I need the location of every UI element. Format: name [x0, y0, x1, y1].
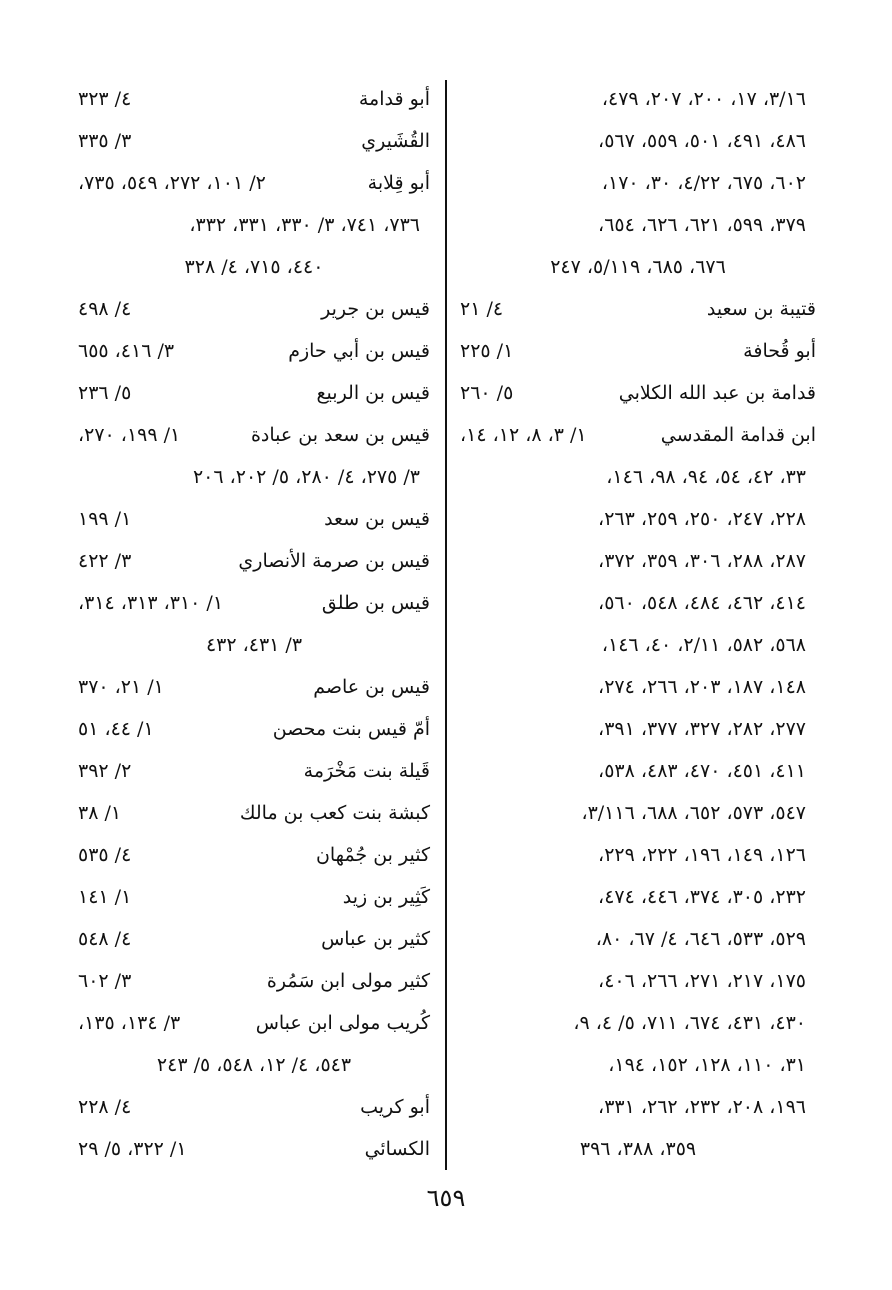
entry-references: ١/ ١٩٩، ٢٧٠،	[78, 424, 181, 446]
entry-references-continuation: ٢٣٢، ٣٠٥، ٣٧٤، ٤٤٦، ٤٧٤،	[598, 886, 806, 908]
entry-name: قيس بن عاصم	[313, 676, 430, 698]
entry-references: ٣/ ٤١٦، ٦٥٥	[78, 340, 175, 362]
entry-references: ٣/ ٣٣٥	[78, 130, 132, 152]
entry-name: القُشَيري	[361, 130, 430, 152]
index-entry	[78, 834, 430, 876]
entry-references-continuation: ٥٤٣، ٤/ ١٢، ٥٤٨، ٥/ ٢٤٣	[156, 1054, 352, 1076]
entry-references: ١/ ٣١٠، ٣١٣، ٣١٤،	[78, 592, 224, 614]
entry-references: ١/ ١٩٩	[78, 508, 132, 530]
entry-name: قدامة بن عبد الله الكلابي	[618, 382, 816, 404]
entry-references: ١/ ٣٢٢، ٥/ ٢٩	[78, 1138, 187, 1160]
entry-name: أبو كريب	[360, 1096, 430, 1118]
entry-references: ١/ ٤٤، ٥١	[78, 718, 154, 740]
entry-references: ٤/ ٥٤٨	[78, 928, 132, 950]
entry-references: ٥/ ٢٦٠	[460, 382, 514, 404]
entry-name: قيس بن أبي حازم	[288, 340, 430, 362]
entry-name: كثير بن عباس	[321, 928, 430, 950]
entry-references-continuation: ٥٢٩، ٥٣٣، ٦٤٦، ٤/ ٦٧، ٨٠،	[595, 928, 806, 950]
entry-name: قيس بن صرمة الأنصاري	[238, 550, 430, 572]
entry-name: قيس بن الربيع	[316, 382, 430, 404]
entry-references-continuation: ١٤٨، ١٨٧، ٢٠٣، ٢٦٦، ٢٧٤،	[598, 676, 806, 698]
entry-name: أبو قِلابة	[367, 172, 430, 194]
index-entry	[78, 1128, 430, 1170]
entry-references-continuation: ٦٠٢، ٦٧٥، ٤/٢٢، ٣٠، ١٧٠،	[601, 172, 806, 194]
index-entry	[78, 666, 430, 708]
entry-name: كثير مولى ابن سَمُرة	[266, 970, 430, 992]
entry-references-continuation: ١٢٦، ١٤٩، ١٩٦، ٢٢٢، ٢٢٩،	[598, 844, 806, 866]
entry-references-continuation: ٤٨٦، ٤٩١، ٥٠١، ٥٥٩، ٥٦٧،	[598, 130, 806, 152]
entry-references: ١/ ٢٢٥	[460, 340, 514, 362]
entry-references-continuation: ١٧٥، ٢١٧، ٢٧١، ٢٦٦، ٤٠٦،	[598, 970, 806, 992]
entry-references: ١/ ٢١، ٣٧٠	[78, 676, 164, 698]
entry-name: قيس بن سعد بن عبادة	[250, 424, 430, 446]
entry-references-continuation: ٧٣٦، ٧٤١، ٣/ ٣٣٠، ٣٣١، ٣٣٢،	[189, 214, 420, 236]
index-entry	[78, 540, 430, 582]
entry-references-continuation: ٣١، ١١٠، ١٢٨، ١٥٢، ١٩٤،	[608, 1054, 806, 1076]
index-entry	[78, 1002, 430, 1044]
index-entry	[78, 876, 430, 918]
entry-references: ٣/ ١٣٤، ١٣٥،	[78, 1012, 181, 1034]
entry-name: كُريب مولى ابن عباس	[255, 1012, 430, 1034]
entry-name: أبو قُحافة	[743, 340, 816, 362]
entry-references: ٢/ ٣٩٢	[78, 760, 132, 782]
index-column-right	[460, 78, 816, 1170]
entry-references-continuation: ٢٨٧، ٢٨٨، ٣٠٦، ٣٥٩، ٣٧٢،	[598, 550, 806, 572]
index-entry	[78, 498, 430, 540]
index-entry	[78, 750, 430, 792]
entry-references-continuation: ٣٧٩، ٥٩٩، ٦٢١، ٦٢٦، ٦٥٤،	[598, 214, 806, 236]
entry-references: ٤/ ٢٢٨	[78, 1096, 132, 1118]
entry-references-continuation: ٣٥٩، ٣٨٨، ٣٩٦	[579, 1138, 697, 1160]
entry-references-continuation: ٢٧٧، ٢٨٢، ٣٢٧، ٣٧٧، ٣٩١،	[598, 718, 806, 740]
entry-references: ٥/ ٢٣٦	[78, 382, 132, 404]
entry-references: ٢/ ١٠١، ٢٧٢، ٥٤٩، ٧٣٥،	[78, 172, 266, 194]
index-entry	[78, 918, 430, 960]
entry-references: ٤/ ٢١	[460, 298, 504, 320]
index-column-left	[78, 78, 430, 1170]
entry-references: ٤/ ٤٩٨	[78, 298, 132, 320]
entry-name: قيس بن جرير	[321, 298, 430, 320]
entry-name: الكسائي	[364, 1138, 430, 1160]
entry-references: ٤/ ٣٢٣	[78, 88, 132, 110]
entry-references-continuation: ٥٦٨، ٥٨٢، ٢/١١، ٤٠، ١٤٦،	[601, 634, 806, 656]
index-entry	[78, 414, 430, 456]
entry-name: قيس بن طلق	[321, 592, 430, 614]
entry-name: كبشة بنت كعب بن مالك	[239, 802, 430, 824]
entry-references: ١/ ١٤١	[78, 886, 132, 908]
index-entry	[78, 582, 430, 624]
entry-references: ١/ ٣٨	[78, 802, 122, 824]
index-entry	[78, 708, 430, 750]
entry-name: قيس بن سعد	[324, 508, 430, 530]
entry-name: قتيبة بن سعيد	[706, 298, 816, 320]
index-entry	[78, 78, 430, 120]
entry-references-continuation: ٢٢٨، ٢٤٧، ٢٥٠، ٢٥٩، ٢٦٣،	[598, 508, 806, 530]
index-entry	[78, 1086, 430, 1128]
entry-name: كَثِير بن زيد	[342, 886, 430, 908]
entry-references-continuation: ٣/ ٤٣١، ٤٣٢	[205, 634, 303, 656]
entry-name: أبو قدامة	[358, 88, 430, 110]
entry-references: ٣/ ٤٢٢	[78, 550, 132, 572]
index-entry	[460, 288, 816, 330]
index-entry	[460, 330, 816, 372]
entry-references: ٣/ ٦٠٢	[78, 970, 132, 992]
index-entry	[460, 414, 816, 456]
entry-references: ٤/ ٥٣٥	[78, 844, 132, 866]
index-entry	[78, 288, 430, 330]
entry-name: ابن قدامة المقدسي	[660, 424, 816, 446]
entry-references-continuation: ٤٤٠، ٧١٥، ٤/ ٣٢٨	[184, 256, 324, 278]
entry-name: كثير بن جُمْهان	[315, 844, 430, 866]
index-entry	[78, 120, 430, 162]
entry-references-continuation: ٤١١، ٤٥١، ٤٧٠، ٤٨٣، ٥٣٨،	[598, 760, 806, 782]
index-entry	[78, 372, 430, 414]
entry-references-continuation: ٤٣٠، ٤٣١، ٦٧٤، ٧١١، ٥/ ٤، ٩،	[573, 1012, 806, 1034]
column-divider	[445, 80, 447, 1170]
page-number: ٦٥٩	[426, 1184, 466, 1212]
index-entry	[78, 960, 430, 1002]
entry-references-continuation: ٥٤٧، ٥٧٣، ٦٥٢، ٦٨٨، ٣/١١٦،	[581, 802, 806, 824]
index-entry	[460, 372, 816, 414]
entry-references: ١/ ٣، ٨، ١٢، ١٤،	[460, 424, 587, 446]
entry-references-continuation: ٣/ ٢٧٥، ٤/ ٢٨٠، ٥/ ٢٠٢، ٢٠٦	[192, 466, 420, 488]
index-entry	[78, 792, 430, 834]
entry-references-continuation: ٦٧٦، ٦٨٥، ٥/١١٩، ٢٤٧	[550, 256, 726, 278]
entry-references-continuation: ٣/١٦، ١٧، ٢٠٠، ٢٠٧، ٤٧٩،	[601, 88, 806, 110]
index-entry	[78, 162, 430, 204]
entry-name: أمّ قيس بنت محصن	[272, 718, 430, 740]
entry-references-continuation: ٤١٤، ٤٦٢، ٤٨٤، ٥٤٨، ٥٦٠،	[598, 592, 806, 614]
entry-references-continuation: ٣٣، ٤٢، ٥٤، ٩٤، ٩٨، ١٤٦،	[606, 466, 806, 488]
entry-name: قَيلة بنت مَخْرَمة	[303, 760, 430, 782]
index-entry	[78, 330, 430, 372]
entry-references-continuation: ١٩٦، ٢٠٨، ٢٣٢، ٢٦٢، ٣٣١،	[598, 1096, 806, 1118]
